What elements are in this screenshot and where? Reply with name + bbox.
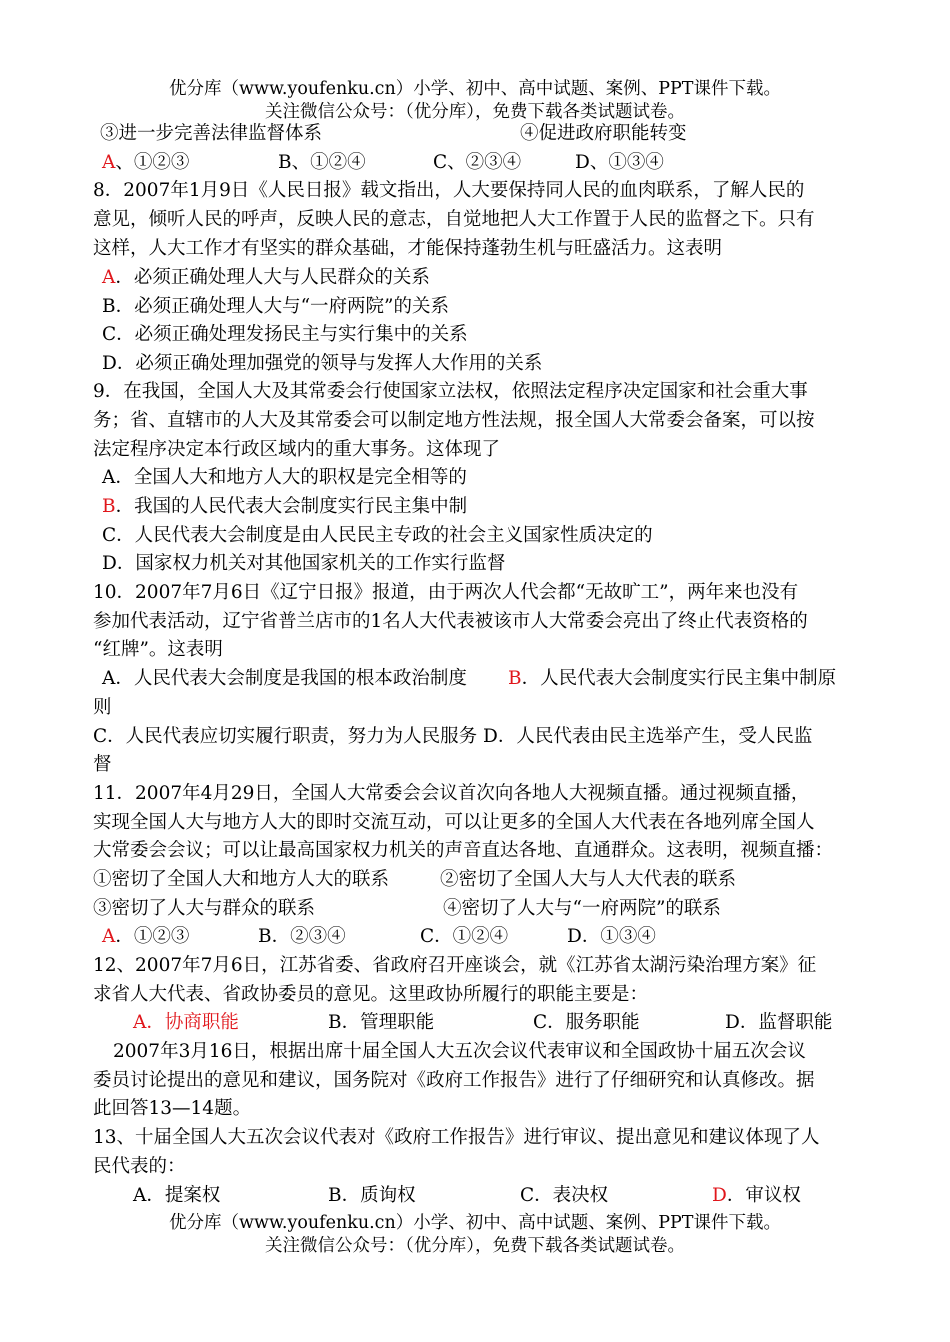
q8-stem-line: 8．2007年1月9日《人民日报》载文指出，人大要保持同人民的血肉联系，了解人民的 <box>93 180 805 201</box>
q13-stem-line: 民代表的： <box>93 1156 186 1177</box>
q7-option-c: C、②③④ <box>433 152 522 173</box>
material-line: 2007年3月16日，根据出席十届全国人大五次会议代表审议和全国政协十届五次会议 <box>113 1041 806 1062</box>
q7-item-4: ④促进政府职能转变 <box>520 123 687 144</box>
q9-option-c: C．人民代表大会制度是由人民民主专政的社会主义国家性质决定的 <box>102 525 653 546</box>
material-line: 委员讨论提出的意见和建议，国务院对《政府工作报告》进行了仔细研究和认真修改。据 <box>93 1070 815 1091</box>
q11-stem-line: 11．2007年4月29日，全国人大常委会会议首次向各地人大视频直播。通过视频直播， <box>93 783 810 804</box>
q7-option-b: B、①②④ <box>278 152 366 173</box>
answer-mark: A <box>102 267 116 288</box>
q7-option-d: D、①③④ <box>575 152 664 173</box>
q8-stem-line: 意见，倾听人民的呼声，反映人民的意志，自觉地把人大工作置于人民的监督之下。只有 <box>93 209 815 230</box>
answer-mark: B <box>102 496 116 517</box>
q11-option-d: D．①③④ <box>567 926 656 947</box>
q13-stem-line: 13、十届全国人大五次会议代表对《政府工作报告》进行审议、提出意见和建议体现了人 <box>93 1127 820 1148</box>
q9-stem-line: 务；省、直辖市的人大及其常委会可以制定地方性法规，报全国人大常委会备案，可以按 <box>93 410 815 431</box>
q11-item-4: ④密切了人大与“一府两院”的联系 <box>443 898 721 919</box>
answer-mark: A <box>102 152 116 173</box>
q12-option-c: C．服务职能 <box>533 1012 640 1033</box>
q11-item-1: ①密切了全国人大和地方人大的联系 <box>93 869 390 890</box>
header-line-1: 优分库（www.youfenku.cn）小学、初中、高中试题、案例、PPT课件下载。 <box>169 79 781 99</box>
q9-option-a: A．全国人大和地方人大的职权是完全相等的 <box>102 467 467 488</box>
q7-item-3: ③进一步完善法律监督体系 <box>100 123 323 144</box>
header-line-2: 关注微信公众号：（优分库），免费下载各类试题试卷。 <box>265 102 685 122</box>
q12-stem-line: 求省人大代表、省政协委员的意见。这里政协所履行的职能主要是： <box>93 984 649 1005</box>
q8-option-b: B．必须正确处理人大与“一府两院”的关系 <box>102 296 450 317</box>
q12-stem-line: 12、2007年7月6日，江苏省委、省政府召开座谈会，就《江苏省太湖污染治理方案》征 <box>93 955 817 976</box>
q8-option-a: A．必须正确处理人大与人民群众的关系 <box>102 267 430 288</box>
q11-item-2: ②密切了全国人大与人大代表的联系 <box>440 869 737 890</box>
q10-option-d-wrap: 督 <box>93 754 112 775</box>
q11-option-a: A．①②③ <box>102 926 190 947</box>
q11-option-c: C．①②④ <box>420 926 509 947</box>
q10-option-a: A．人民代表大会制度是我国的根本政治制度 <box>102 668 467 689</box>
q13-option-a: A．提案权 <box>133 1185 221 1206</box>
q10-option-b: B．人民代表大会制度实行民主集中制原 <box>508 668 837 689</box>
q10-stem-line: “红牌”。这表明 <box>93 639 223 660</box>
q9-stem-line: 9．在我国，全国人大及其常委会行使国家立法权，依照法定程序决定国家和社会重大事 <box>93 381 808 402</box>
answer-mark: B <box>508 668 522 689</box>
q10-stem-line: 10．2007年7月6日《辽宁日报》报道，由于两次人代会都“无故旷工”，两年来也没有 <box>93 582 799 603</box>
footer-line-2: 关注微信公众号：（优分库），免费下载各类试题试卷。 <box>265 1236 685 1256</box>
q10-options-cd: C．人民代表应切实履行职责，努力为人民服务 D．人民代表由民主选举产生，受人民监 <box>93 726 813 747</box>
q13-option-d: D．审议权 <box>712 1185 801 1206</box>
footer-line-1: 优分库（www.youfenku.cn）小学、初中、高中试题、案例、PPT课件下载。 <box>169 1213 781 1233</box>
q9-stem-line: 法定程序决定本行政区域内的重大事务。这体现了 <box>93 439 501 460</box>
q12-option-d: D．监督职能 <box>725 1012 833 1033</box>
q12-option-a: A．协商职能 <box>133 1012 239 1033</box>
q11-stem-line: 大常委会会议；可以让最高国家权力机关的声音直达各地、直通群众。这表明，视频直播： <box>93 840 834 861</box>
q11-item-3: ③密切了人大与群众的联系 <box>93 898 316 919</box>
q10-option-b-wrap: 则 <box>93 697 112 718</box>
answer-mark: D <box>712 1185 727 1206</box>
q11-option-b: B．②③④ <box>258 926 346 947</box>
q11-stem-line: 实现全国人大与地方人大的即时交流互动，可以让更多的全国人大代表在各地列席全国人 <box>93 812 815 833</box>
q13-option-b: B．质询权 <box>328 1185 416 1206</box>
q12-option-b: B．管理职能 <box>328 1012 435 1033</box>
q9-option-d: D．国家权力机关对其他国家机关的工作实行监督 <box>102 553 506 574</box>
q13-option-c: C．表决权 <box>520 1185 609 1206</box>
q8-option-d: D．必须正确处理加强党的领导与发挥人大作用的关系 <box>102 353 543 374</box>
answer-mark: A <box>102 926 116 947</box>
q10-stem-line: 参加代表活动，辽宁省普兰店市的1名人大代表被该市人大常委会亮出了终止代表资格的 <box>93 611 808 632</box>
material-line: 此回答13—14题。 <box>93 1098 252 1119</box>
q8-option-c: C．必须正确处理发扬民主与实行集中的关系 <box>102 324 468 345</box>
q7-option-a: A、①②③ <box>102 152 190 173</box>
q8-stem-line: 这样，人大工作才有坚实的群众基础，才能保持蓬勃生机与旺盛活力。这表明 <box>93 238 723 259</box>
q9-option-b: B．我国的人民代表大会制度实行民主集中制 <box>102 496 468 517</box>
